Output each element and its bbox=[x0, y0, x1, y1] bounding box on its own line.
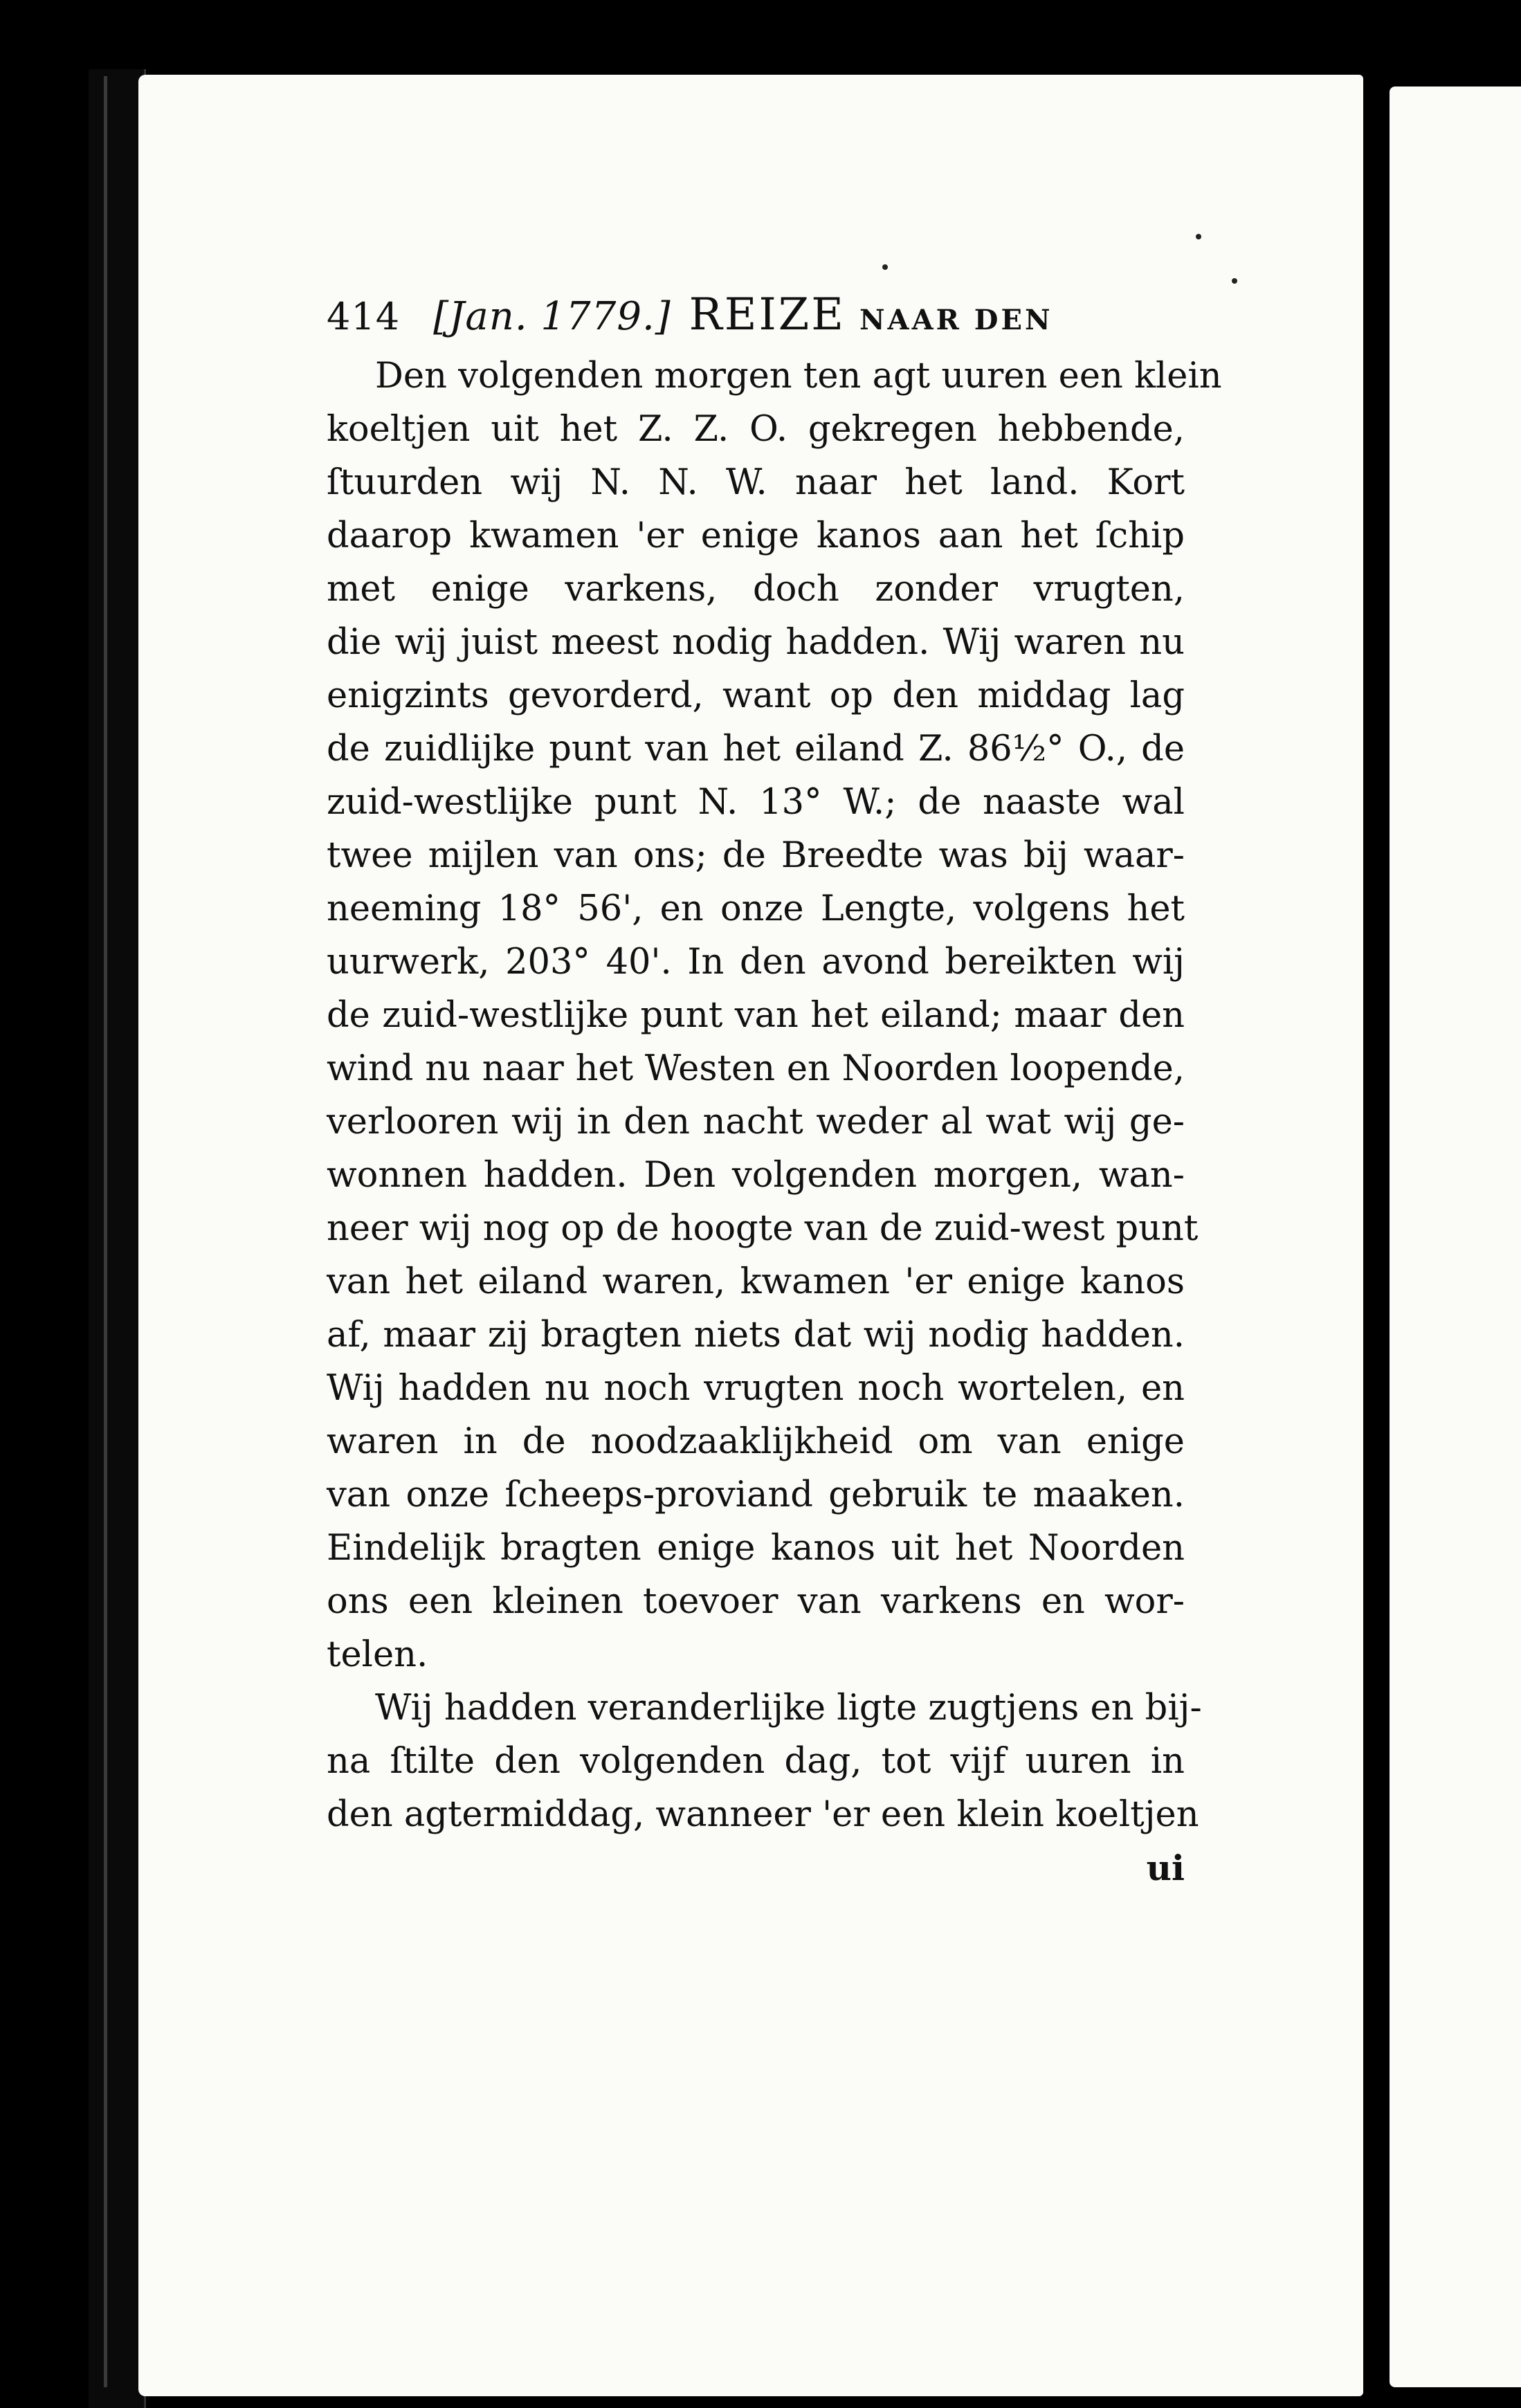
ink-speck bbox=[1232, 278, 1237, 284]
text-line: van het eiland waren, kwamen 'er enige kanos bbox=[327, 1261, 1185, 1302]
header-title: REIZE bbox=[689, 289, 846, 340]
text-line: af, maar zij bragten niets dat wij nodig hadden. bbox=[327, 1315, 1185, 1356]
text-line: de zuid-westlijke punt van het eiland; maar den bbox=[327, 995, 1185, 1036]
running-header bbox=[327, 280, 1185, 349]
text-line: uurwerk, 203° 40'. In den avond bereikten wij bbox=[327, 942, 1185, 983]
text-line: verlooren wij in den nacht weder al wat wij ge- bbox=[327, 1102, 1185, 1142]
text-line: den agtermiddag, wanneer 'er een klein koeltjen bbox=[327, 1794, 1199, 1835]
facing-page-edge bbox=[1390, 86, 1521, 2387]
text-line: na ſtilte den volgenden dag, tot vijf uuren in bbox=[327, 1741, 1185, 1782]
text-line: Wij hadden veranderlijke ligte zugtjens en bij- bbox=[375, 1688, 1202, 1729]
text-line: met enige varkens, doch zonder vrugten, bbox=[327, 569, 1185, 610]
page-number: 414 bbox=[327, 295, 401, 338]
header-date: [Jan. 1779.] bbox=[433, 294, 671, 339]
text-line: die wij juist meest nodig hadden. Wij waren nu bbox=[327, 622, 1185, 663]
text-line: waren in de noodzaaklijkheid om van enige bbox=[327, 1421, 1185, 1462]
text-line: de zuidlijke punt van het eiland Z. 86½° O., de bbox=[327, 729, 1185, 769]
text-line: Den volgenden morgen ten agt uuren een klein bbox=[375, 356, 1222, 396]
text-line: neeming 18° 56', en onze Lengte, volgens het bbox=[327, 888, 1185, 929]
text-line: ons een kleinen toevoer van varkens en wor- bbox=[327, 1581, 1185, 1622]
text-line: wonnen hadden. Den volgenden morgen, wan- bbox=[327, 1155, 1185, 1196]
ink-speck bbox=[1196, 234, 1201, 239]
text-line: van onze ſcheeps-proviand gebruik te maaken. bbox=[327, 1475, 1185, 1515]
ink-speck bbox=[882, 264, 888, 270]
text-line: twee mijlen van ons; de Breedte was bij waar- bbox=[327, 835, 1185, 876]
text-line: daarop kwamen 'er enige kanos aan het ſchip bbox=[327, 516, 1185, 556]
text-line: enigzints gevorderd, want op den middag lag bbox=[327, 675, 1185, 716]
catchword: ui bbox=[1146, 1848, 1185, 1888]
header-title-continuation: NAAR DEN bbox=[859, 304, 1053, 336]
text-line: koeltjen uit het Z. Z. O. gekregen hebbende, bbox=[327, 409, 1185, 450]
text-line: Wij hadden nu noch vrugten noch wortelen, en bbox=[327, 1368, 1185, 1409]
page-text bbox=[327, 280, 1222, 1895]
book-gutter bbox=[89, 69, 146, 2408]
text-line: Eindelijk bragten enige kanos uit het Noorden bbox=[327, 1528, 1185, 1569]
text-line: zuid-westlijke punt N. 13° W.; de naaste wal bbox=[327, 782, 1185, 823]
gutter-edge bbox=[104, 76, 107, 2387]
text-line: neer wij nog op de hoogte van de zuid-west punt bbox=[327, 1208, 1199, 1249]
text-line: telen. bbox=[327, 1634, 428, 1675]
text-line: ſtuurden wij N. N. W. naar het land. Kort bbox=[327, 462, 1185, 503]
text-line: wind nu naar het Westen en Noorden loopende, bbox=[327, 1048, 1185, 1089]
